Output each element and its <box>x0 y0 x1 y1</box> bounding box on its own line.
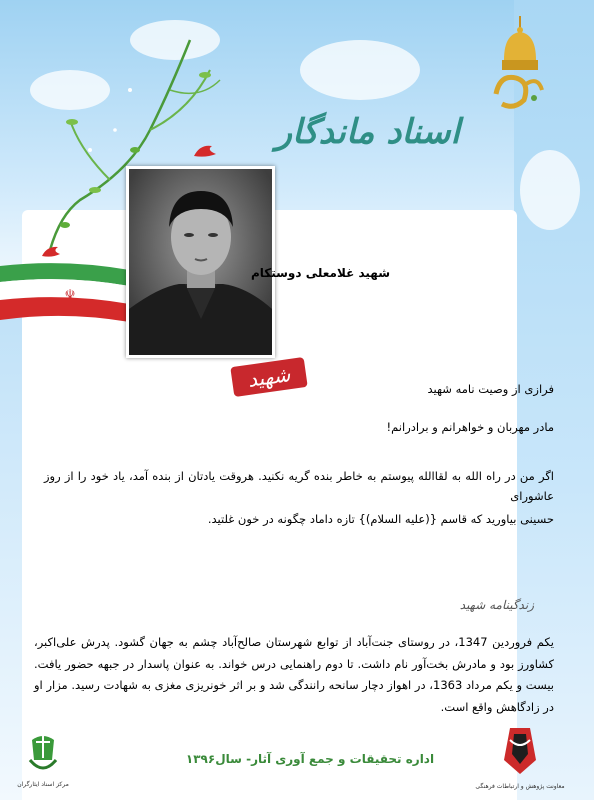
dove-icon <box>192 142 218 162</box>
martyr-photo <box>126 166 275 358</box>
shrine-dome-icon <box>490 14 550 114</box>
will-greeting: مادر مهربان و خواهرانم و برادرانم! <box>386 420 554 434</box>
left-border-background <box>0 300 22 800</box>
page-title: اسناد ماندگار <box>275 112 460 152</box>
will-paragraph: حسینی بیاورید که قاسم {(علیه السلام)} تازه داماد چگونه در خون غلتید. <box>207 512 554 526</box>
organization-logo-icon <box>475 720 565 800</box>
portrait-image <box>129 169 272 355</box>
footer-text: اداره تحقیقات و جمع آوری آثار- سال۱۳۹۶ <box>185 752 435 766</box>
svg-text:☫: ☫ <box>64 287 76 301</box>
martyr-stamp: شهید <box>230 357 307 397</box>
right-logo-caption: معاونت پژوهش و ارتباطات فرهنگی <box>475 783 565 790</box>
cloud <box>300 40 420 100</box>
martyr-name: شهید غلامعلی دوستکام <box>250 266 390 280</box>
cloud <box>520 150 580 230</box>
left-logo-caption: مرکز اسناد ایثارگران <box>17 781 69 788</box>
will-heading: فرازی از وصیت نامه شهید <box>427 382 554 396</box>
will-paragraph: اگر من در راه الله به لقاالله پیوستم به خاطر بنده گریه نکنید. هروقت یادتان از بنده آمد، یاد خود را از روز عاشورای <box>44 469 554 503</box>
iran-flag-icon <box>0 262 140 324</box>
dove-icon <box>40 244 62 262</box>
biography-heading: زندگینامه شهید <box>459 598 534 612</box>
center-logo-icon <box>12 730 74 790</box>
biography-text: یکم فروردین 1347، در روستای جنت‌آباد از توابع شهرستان صالح‌آباد چشم به جهان گشود. پدرش علی‌اکبر، کشاورز بود و مادرش بخت‌آور نام داشت. تا دوم راهنمایی درس خواند. به عنوان پاسدار در جبهه حضور یافت. بیست و یکم مرداد 1363، در اهواز دچار سانحه رانندگی شد و بر اثر خونریزی مغزی به شهادت رسید. مزار او در زادگاهش واقع است. <box>34 635 555 714</box>
